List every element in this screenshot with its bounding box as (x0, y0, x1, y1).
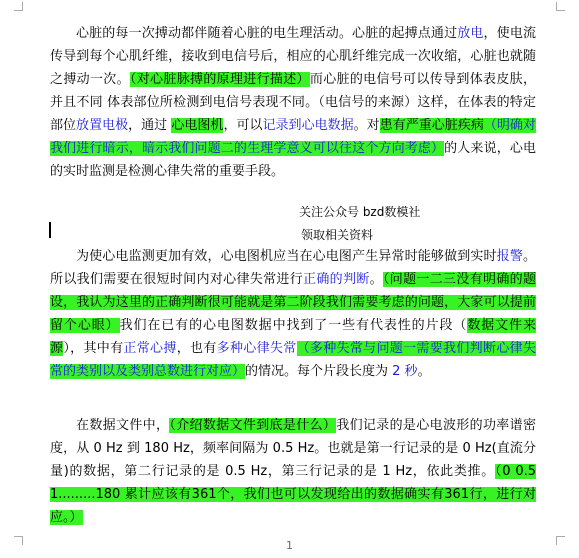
page-number: 1 (286, 539, 293, 552)
text-cursor (49, 222, 51, 238)
keyword-correct-judgement: 正确的判断 (303, 272, 370, 287)
text-span: 心脏的每一次搏动都伴随着心脏的电生理活动。心脏的起搏点通过 (76, 26, 458, 41)
margin-corner-mark (14, 536, 23, 545)
margin-corner-mark (556, 2, 565, 11)
margin-corner-mark (14, 2, 23, 11)
keyword-place-electrodes: 放置电极 (76, 118, 129, 133)
watermark-line: 关注公众号 bzd数模社 (299, 205, 421, 219)
keyword-arrhythmia-types: 多种心律失常 (216, 341, 297, 356)
keyword-data-source: 数据文件来源 (50, 318, 536, 356)
text-span: 。对 (353, 118, 380, 133)
text-span: 而心脏的电信号可以传导到体表皮肤，并且不同 体表部位所检测到电信号表现不同。（电信号的来源）这样，在体表的特定部位 (50, 72, 536, 133)
annotation-highlight: （问题一二三没有明确的题设，我认为这里的正确判断很可能就是第二阶段我们需要考虑的问题，大家可以提前留个心眼） (50, 272, 536, 333)
annotation-highlight: （0 0.5 1.........180 累计应该有361个，我们也可以发现给出的数据确实有361行，进行对应。） (50, 464, 537, 525)
text-span: ，可以 (223, 118, 263, 133)
margin-corner-mark (556, 536, 565, 545)
keyword-two-seconds: 2 秒 (392, 364, 418, 379)
text-span: 。 (369, 272, 383, 287)
annotation-highlight: （明确对我们进行暗示，暗示我们问题二的生理学意义可以往这个方向考虑） (50, 118, 536, 156)
keyword-normal-beat: 正常心搏 (123, 341, 177, 356)
text-span: ），其中有 (63, 341, 124, 356)
keyword-heart-disease: 患有严重心脏疾病 (379, 118, 484, 133)
keyword-record-ecg-data: 记录到心电数据 (262, 118, 354, 133)
keyword-discharge: 放电 (457, 26, 484, 41)
annotation-highlight: （多种失常与问题一需要我们判断心律失常的类别以及类别总数进行对应） (50, 341, 536, 379)
watermark-line: 领取相关资料 (301, 228, 374, 242)
text-span: 。所以我们需要在很短时间内对心律失常进行 (50, 249, 536, 287)
paragraph-data-file (50, 414, 536, 529)
annotation-highlight: （介绍数据文件到底是什么） (169, 418, 337, 433)
keyword-ecg-machine: 心电图机 (171, 118, 224, 133)
text-span: 在数据文件中， (76, 418, 170, 433)
text-span: 的人来说，心电的实时监测是检测心律失常的重要手段。 (50, 141, 536, 179)
text-span: 我们记录的是心电波形的功率谱密度，从 0 Hz 到 180 Hz，频率间隔为 0.5 Hz。也就是第一行记录的是 0 Hz(直流分量)的数据，第二行记录的是 0.5 Hz，第三行记录的是 1 Hz，依此类推。 (50, 418, 536, 479)
text-span: 我们在已有的心电图数据中找到了一些有代表性的片段（ (119, 318, 468, 333)
text-span: ，使电流传导到每个心肌纤维，接收到电信号后，相应的心肌纤维完成一次收缩，心脏也就随之搏动一次。 (50, 26, 536, 87)
text-span: 的情况。每个片段长度为 (245, 364, 393, 379)
text-span: 为使心电监测更加有效，心电图机应当在心电图产生异常时能够做到实时 (76, 249, 497, 264)
paragraph-realtime-alarm (50, 245, 536, 383)
text-span: ，也有 (176, 341, 217, 356)
annotation-highlight: （对心脏脉搏的原理进行描述） (129, 72, 310, 87)
text-span: 。 (417, 364, 431, 379)
keyword-alarm: 报警 (496, 249, 523, 264)
text-span: ，通过 (128, 118, 172, 133)
paragraph-heart-activity (50, 22, 536, 183)
